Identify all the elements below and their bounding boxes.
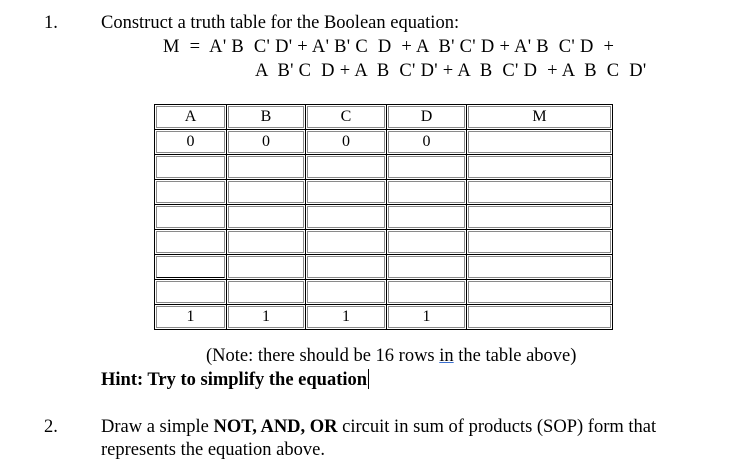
table-row	[155, 155, 613, 180]
table-cell[interactable]	[306, 155, 387, 180]
table-cell[interactable]	[387, 180, 467, 205]
table-cell[interactable]	[155, 180, 227, 205]
header-cell-c: C	[306, 105, 387, 130]
truth-table	[154, 104, 613, 330]
question-2-line-2: represents the equation above.	[101, 440, 325, 460]
table-cell[interactable]	[306, 180, 387, 205]
table-cell[interactable]	[306, 255, 387, 280]
question-1-prompt: Construct a truth table for the Boolean equation:	[101, 13, 460, 33]
table-cell[interactable]	[306, 230, 387, 255]
question-2-number: 2.	[44, 417, 58, 437]
table-cell[interactable]	[155, 155, 227, 180]
header-cell-b: B	[227, 105, 306, 130]
q2-text-post: circuit in sum of products (SOP) form that	[337, 417, 657, 437]
table-row	[155, 205, 613, 230]
table-cell[interactable]	[467, 205, 613, 230]
table-cell[interactable]	[155, 255, 227, 280]
table-cell[interactable]	[227, 280, 306, 305]
table-cell[interactable]	[387, 230, 467, 255]
table-cell[interactable]	[387, 255, 467, 280]
note-suffix: the table above)	[453, 346, 577, 366]
table-cell[interactable]	[227, 155, 306, 180]
table-row	[155, 280, 613, 305]
table-cell[interactable]: 0	[155, 130, 227, 155]
table-cell[interactable]: 0	[227, 130, 306, 155]
table-row	[155, 230, 613, 255]
question-1-number: 1.	[44, 13, 58, 33]
table-cell[interactable]	[467, 305, 613, 330]
table-cell[interactable]: 0	[387, 130, 467, 155]
table-cell[interactable]	[227, 180, 306, 205]
table-row	[155, 130, 613, 155]
header-cell-d: D	[387, 105, 467, 130]
table-cell[interactable]	[155, 205, 227, 230]
boolean-equation-line-2: A B' C D + A B C' D' + A B C' D + A B C D'	[255, 61, 647, 81]
question-2-line-1	[101, 416, 656, 438]
table-cell[interactable]	[155, 280, 227, 305]
table-cell[interactable]	[467, 280, 613, 305]
table-cell[interactable]	[227, 230, 306, 255]
table-cell[interactable]	[155, 230, 227, 255]
q2-text-pre: Draw a simple	[101, 417, 214, 437]
note-prefix: (Note: there should be 16 rows	[206, 346, 440, 366]
table-cell[interactable]: 0	[306, 130, 387, 155]
hint-text[interactable]	[101, 369, 369, 391]
table-cell[interactable]	[467, 180, 613, 205]
table-cell[interactable]	[227, 255, 306, 280]
table-cell[interactable]	[387, 205, 467, 230]
table-cell[interactable]	[387, 280, 467, 305]
table-cell[interactable]	[467, 255, 613, 280]
table-cell[interactable]	[306, 280, 387, 305]
table-cell[interactable]	[227, 205, 306, 230]
table-cell[interactable]: 1	[227, 305, 306, 330]
table-cell[interactable]	[387, 155, 467, 180]
table-header-row	[155, 105, 613, 130]
table-cell[interactable]	[306, 205, 387, 230]
q2-text-bold: NOT, AND, OR	[213, 417, 338, 437]
header-cell-m: M	[467, 105, 613, 130]
hint-label: Hint: Try to simplify the equation	[101, 370, 368, 390]
table-cell[interactable]: 1	[306, 305, 387, 330]
table-cell[interactable]	[467, 230, 613, 255]
header-cell-a: A	[155, 105, 227, 130]
note-underlined-word: in	[439, 346, 454, 366]
table-row	[155, 305, 613, 330]
table-cell[interactable]: 1	[155, 305, 227, 330]
table-cell[interactable]	[467, 130, 613, 155]
table-cell[interactable]: 1	[387, 305, 467, 330]
boolean-equation-line-1: M = A' B C' D' + A' B' C D + A B' C' D + A' B C' D +	[163, 37, 615, 57]
text-cursor	[368, 369, 369, 389]
table-row	[155, 255, 613, 280]
table-cell[interactable]	[467, 155, 613, 180]
table-row	[155, 180, 613, 205]
table-note	[206, 345, 576, 367]
